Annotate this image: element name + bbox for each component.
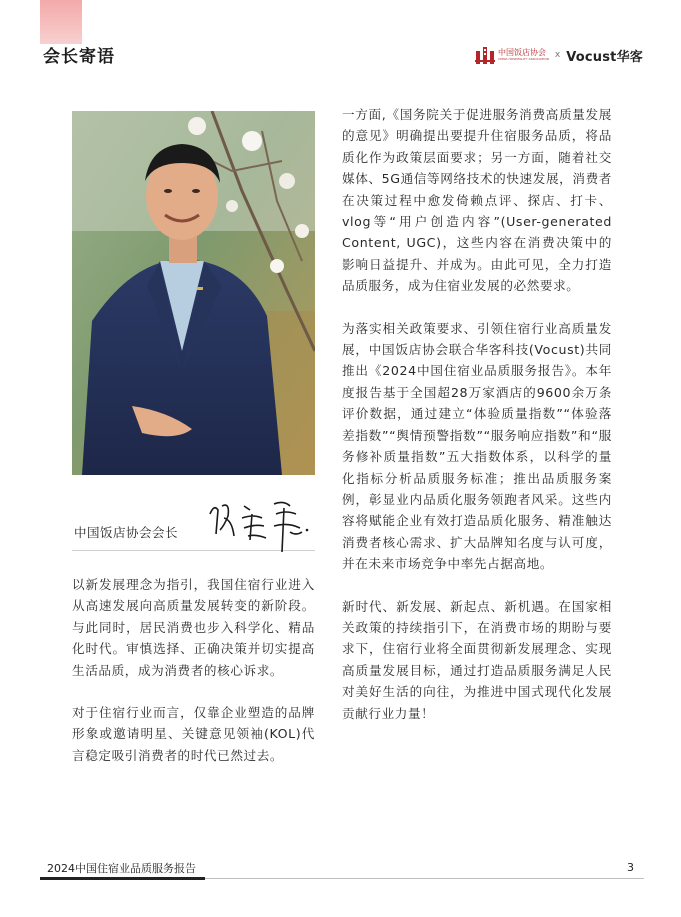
cha-logo-cn: 中国饭店协会 xyxy=(498,48,546,57)
cha-logo xyxy=(475,46,549,64)
signature-row xyxy=(72,494,315,551)
handwritten-signature xyxy=(204,496,312,556)
signature-label: 中国饭店协会会长 xyxy=(74,525,179,540)
paragraph: 为落实相关政策要求、引领住宿行业高质量发展，中国饭店协会联合华客科技(Vocust)共同推出《2024中国住宿业品质服务报告》。本年度报告基于全国超28万家酒店的9600余万条评价数据，通过建立“体验质量指数”“体验落差指数”“舆情预警指数”“服务响应指数”和“服务修补质量指数”五大指数体系，以科学的量化指标分析品质服务标准；推出品质服务案例，彰显业内品质化服务领跑者风采。这些内容将赋能企业有效打造品质化服务、精准触达消费者核心需求、扩大品牌知名度与认可度，并在未来市场竞争中率先占据高地。 xyxy=(342,320,612,572)
cha-logo-icon xyxy=(475,46,495,64)
vocust-logo: Vocust华客 xyxy=(566,49,643,65)
header-logos xyxy=(475,44,643,66)
paragraph: 一方面,《国务院关于促进服务消费高质量发展的意见》明确提出要提升住宿服务品质，将品质化作为政策层面要求；另一方面，随着社交媒体、5G通信等网络技术的快速发展，消费者在决策过程中愈发倚赖点评、探店、打卡、vlog等“用户创造内容”(User-generated Content, UGC)，这些内容在消费决策中的影响日益提升、并成为。由此可见，全力打造品质服务，成为住宿业发展的必然要求。 xyxy=(342,107,612,294)
logo-separator: x xyxy=(554,50,561,60)
left-text-column xyxy=(72,574,315,787)
section-title: 会长寄语 xyxy=(43,47,115,67)
footer-report-title: 2024中国住宿业品质服务报告 xyxy=(47,862,196,875)
paragraph: 新时代、新发展、新起点、新机遇。在国家相关政策的持续指引下，在消费市场的期盼与要求下，住宿行业将全面贯彻新发展理念、实现高质量发展目标，通过打造品质服务满足人民对美好生活的向往，为推进中国式现代化发展贡献行业力量！ xyxy=(342,598,612,721)
cha-logo-en: CHINA HOSPITALITY ASSOCIATION xyxy=(498,57,549,61)
right-text-column xyxy=(342,104,612,745)
paragraph: 对于住宿行业而言，仅靠企业塑造的品牌形象或邀请明星、关键意见领袖(KOL)代言稳定吸引消费者的时代已然过去。 xyxy=(72,705,315,763)
president-portrait xyxy=(72,111,315,475)
paragraph: 以新发展理念为指引，我国住宿行业进入从高速发展向高质量发展转变的新阶段。与此同时，居民消费也步入科学化、精品化时代。审慎选择、正确决策并切实提高生活品质，成为消费者的核心诉求。 xyxy=(72,577,315,678)
footer-divider-accent xyxy=(40,877,205,880)
header-accent-bar xyxy=(40,0,82,44)
page-number: 3 xyxy=(627,861,634,874)
